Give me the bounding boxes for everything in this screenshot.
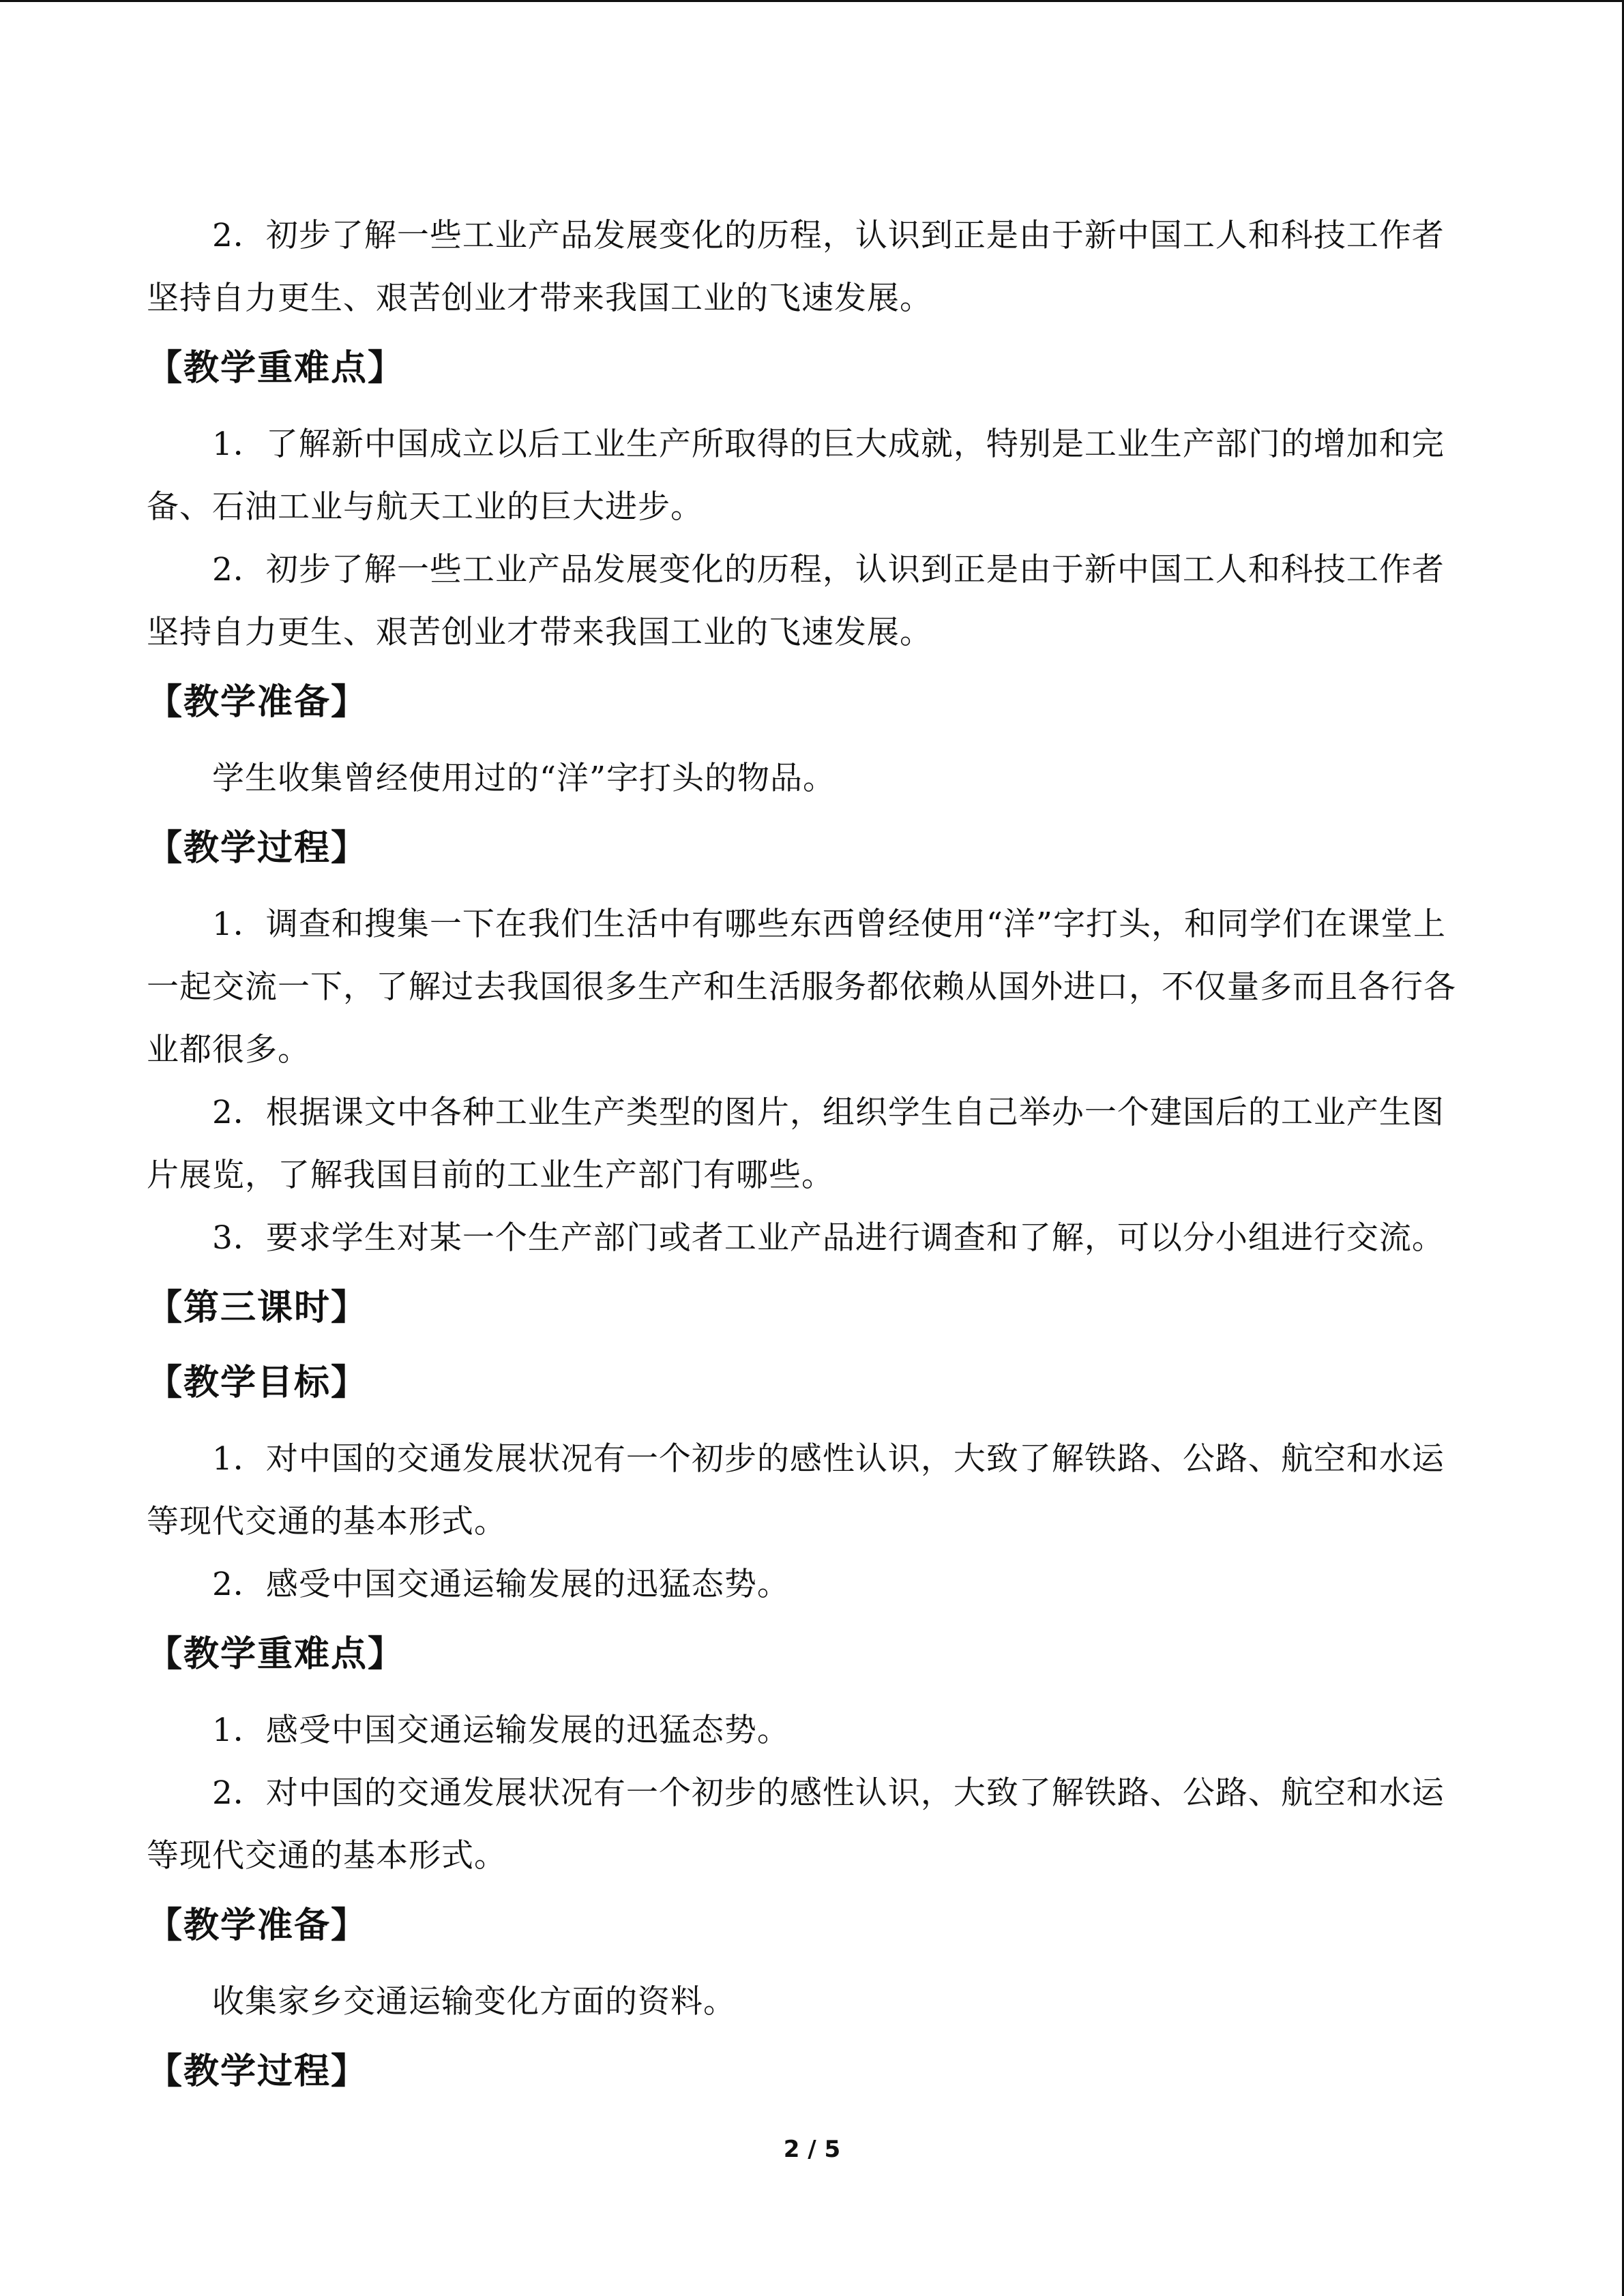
section-heading: 【教学重难点】 xyxy=(147,348,405,389)
section-heading: 【教学准备】 xyxy=(147,682,368,723)
page-number: 2 / 5 xyxy=(783,2136,841,2163)
document-body xyxy=(147,205,1477,2117)
section-heading: 【教学准备】 xyxy=(147,1905,368,1946)
section-heading: 【教学过程】 xyxy=(147,2051,368,2092)
paragraph: 2．初步了解一些工业产品发展变化的历程，认识到正是由于新中国工人和科技工作者坚持自力更生、艰苦创业才带来我国工业的飞速发展。 xyxy=(147,217,1445,317)
paragraph: 3．要求学生对某一个生产部门或者工业产品进行调查和了解，可以分小组进行交流。 xyxy=(212,1219,1445,1257)
paragraph: 1．调查和搜集一下在我们生活中有哪些东西曾经使用“洋”字打头，和同学们在课堂上一起交流一下，了解过去我国很多生产和生活服务都依赖从国外进口，不仅量多而且各行各业都很多。 xyxy=(147,906,1456,1069)
paragraph: 1．了解新中国成立以后工业生产所取得的巨大成就，特别是工业生产部门的增加和完备、石油工业与航天工业的巨大进步。 xyxy=(147,426,1445,526)
paragraph: 1．对中国的交通发展状况有一个初步的感性认识，大致了解铁路、公路、航空和水运等现代交通的基本形式。 xyxy=(147,1440,1445,1540)
paragraph: 2．根据课文中各种工业生产类型的图片，组织学生自己举办一个建国后的工业产生图片展览，了解我国目前的工业生产部门有哪些。 xyxy=(147,1094,1445,1194)
top-border-line xyxy=(0,0,1624,2)
paragraph: 2．初步了解一些工业产品发展变化的历程，认识到正是由于新中国工人和科技工作者坚持自力更生、艰苦创业才带来我国工业的飞速发展。 xyxy=(147,551,1445,651)
paragraph: 学生收集曾经使用过的“洋”字打头的物品。 xyxy=(212,760,836,797)
paragraph: 2．对中国的交通发展状况有一个初步的感性认识，大致了解铁路、公路、航空和水运等现代交通的基本形式。 xyxy=(147,1774,1445,1875)
section-heading: 【第三课时】 xyxy=(147,1287,368,1328)
paragraph: 2．感受中国交通运输发展的迅猛态势。 xyxy=(212,1566,790,1603)
section-heading: 【教学过程】 xyxy=(147,828,368,869)
section-heading: 【教学目标】 xyxy=(147,1362,368,1403)
paragraph: 1．感受中国交通运输发展的迅猛态势。 xyxy=(212,1712,790,1749)
section-heading: 【教学重难点】 xyxy=(147,1634,405,1675)
paragraph: 收集家乡交通运输变化方面的资料。 xyxy=(212,1983,736,2021)
